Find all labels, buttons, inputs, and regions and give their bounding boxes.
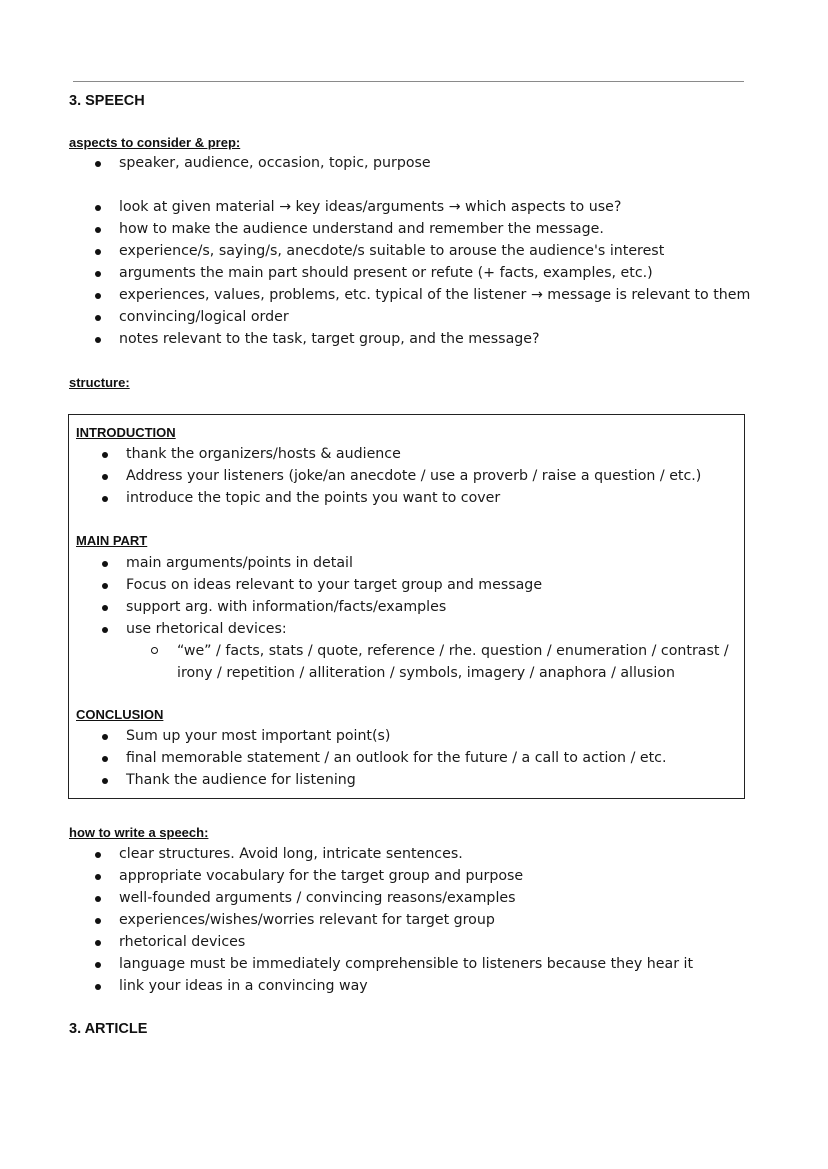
list-item: clear structures. Avoid long, intricate sentences. <box>94 845 693 867</box>
list-item: rhetorical devices <box>94 933 693 955</box>
conclusion-title: CONCLUSION <box>76 707 164 722</box>
list-item: speaker, audience, occasion, topic, purpose <box>94 154 431 176</box>
how-to-list <box>94 845 693 999</box>
list-item: convincing/logical order <box>94 308 750 330</box>
section-title: 3. SPEECH <box>69 93 145 109</box>
list-item: experiences, values, problems, etc. typical of the listener → message is relevant to them <box>94 286 750 308</box>
list-item: final memorable statement / an outlook for the future / a call to action / etc. <box>101 749 666 771</box>
aspects-list <box>94 198 750 352</box>
list-item: look at given material → key ideas/arguments → which aspects to use? <box>94 198 750 220</box>
list-item: Sum up your most important point(s) <box>101 727 666 749</box>
structure-box <box>68 414 745 799</box>
next-section-title: 3. ARTICLE <box>69 1021 148 1037</box>
list-item: how to make the audience understand and remember the message. <box>94 220 750 242</box>
how-to-heading: how to write a speech: <box>69 825 209 840</box>
list-item: link your ideas in a convincing way <box>94 977 693 999</box>
structure-heading: structure: <box>69 375 130 390</box>
list-item: experiences/wishes/worries relevant for target group <box>94 911 693 933</box>
rhetorical-devices-sublist <box>151 640 737 684</box>
list-item: well-founded arguments / convincing reasons/examples <box>94 889 693 911</box>
top-divider <box>73 81 744 82</box>
main-part-list <box>101 554 542 642</box>
main-part-title: MAIN PART <box>76 533 148 548</box>
list-item: thank the organizers/hosts & audience <box>101 445 701 467</box>
list-item: arguments the main part should present or refute (+ facts, examples, etc.) <box>94 264 750 286</box>
list-item: main arguments/points in detail <box>101 554 542 576</box>
list-item: experience/s, saying/s, anecdote/s suitable to arouse the audience's interest <box>94 242 750 264</box>
list-item: notes relevant to the task, target group, and the message? <box>94 330 750 352</box>
list-item: introduce the topic and the points you want to cover <box>101 489 701 511</box>
list-item: language must be immediately comprehensible to listeners because they hear it <box>94 955 693 977</box>
aspects-heading: aspects to consider & prep: <box>69 135 241 150</box>
list-item: support arg. with information/facts/examples <box>101 598 542 620</box>
list-item: use rhetorical devices: <box>101 620 542 642</box>
list-item: Address your listeners (joke/an anecdote / use a proverb / raise a question / etc.) <box>101 467 701 489</box>
list-item: Thank the audience for listening <box>101 771 666 793</box>
introduction-title: INTRODUCTION <box>76 425 176 440</box>
aspects-first-list <box>94 154 431 176</box>
list-item: appropriate vocabulary for the target group and purpose <box>94 867 693 889</box>
sub-list-item: “we” / facts, stats / quote, reference / rhe. question / enumeration / contrast / irony / repetition / alliteration / symbols, imagery / anaphora / allusion <box>151 640 737 684</box>
list-item: Focus on ideas relevant to your target group and message <box>101 576 542 598</box>
conclusion-list <box>101 727 666 793</box>
introduction-list <box>101 445 701 511</box>
